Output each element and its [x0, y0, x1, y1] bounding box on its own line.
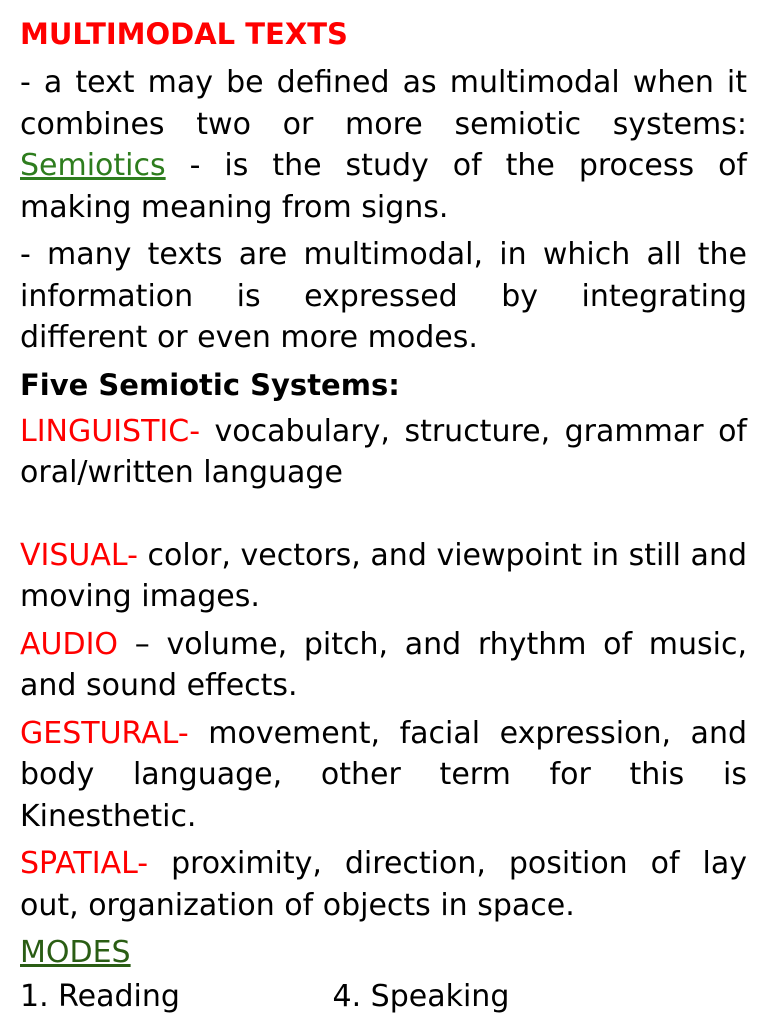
blank-line [20, 494, 747, 535]
intro-paragraph-1 [20, 62, 747, 228]
page-title: MULTIMODAL TEXTS [20, 17, 348, 51]
system-term: LINGUISTIC [20, 413, 190, 449]
document-page [20, 14, 747, 1023]
intro-p1-text-after: - is the study of the process of making meaning from signs. [20, 148, 747, 225]
system-term-separator: - [189, 413, 201, 449]
modes-heading [20, 932, 747, 974]
system-spatial [20, 843, 747, 926]
system-term-separator: - [127, 537, 138, 573]
system-description: – volume, pitch, and rhythm of music, and sound effects. [20, 626, 747, 703]
system-description: color, vectors, and viewpoint in still and moving images. [20, 537, 747, 614]
intro-p1-text-before: - a text may be defined as multimodal when it combines two or more semiotic systems: [20, 65, 747, 142]
system-term: VISUAL [20, 537, 128, 573]
system-term-separator: - [177, 715, 189, 751]
system-description: vocabulary, structure, grammar of oral/written language [20, 413, 747, 490]
system-term-separator: - [137, 846, 149, 881]
modes-link[interactable]: MODES [20, 935, 131, 970]
modes-list-cut-off: 1. Reading 4. Speaking [20, 978, 510, 1014]
system-term: AUDIO [20, 626, 119, 662]
intro-paragraph-2: - many texts are multimodal, in which all the information is expressed by integrating different or even more modes. [20, 237, 747, 355]
system-term: SPATIAL [20, 846, 138, 881]
system-visual [20, 535, 747, 618]
system-gestural [20, 713, 747, 838]
system-term: GESTURAL [20, 715, 178, 751]
system-description: movement, facial expression, and body language, other term for this is Kinesthetic. [20, 715, 747, 834]
semiotics-link[interactable]: Semiotics [20, 148, 166, 183]
system-linguistic [20, 411, 747, 494]
section-heading: Five Semiotic Systems: [20, 367, 400, 402]
system-description: proximity, direction, position of lay out, organization of objects in space. [20, 846, 747, 923]
system-audio [20, 624, 747, 707]
